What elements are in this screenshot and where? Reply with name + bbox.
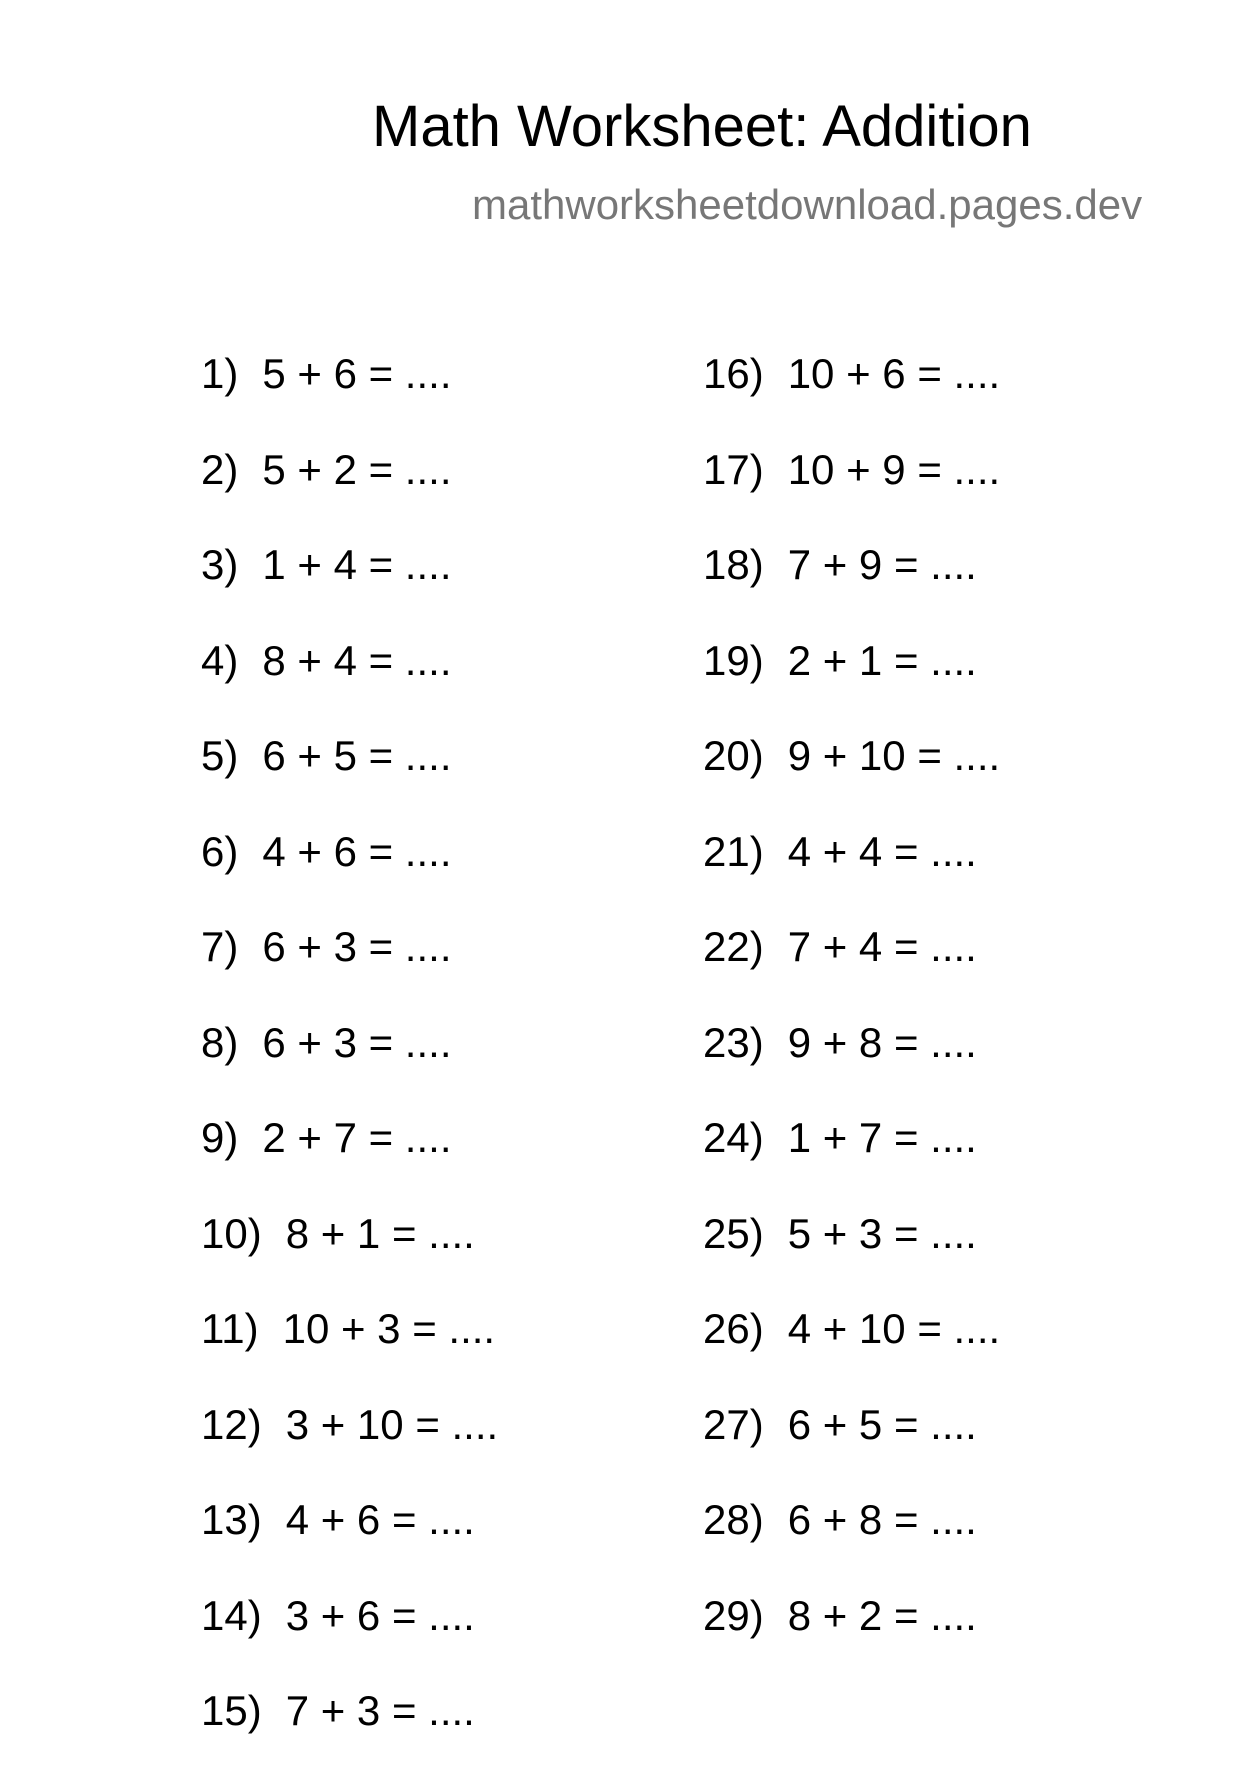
problem-expression: 9 + 8 = .... [787,1018,977,1066]
problem-number: 13) [201,1496,262,1543]
problem-number: 12) [201,1400,262,1448]
problem-item [201,732,498,831]
problem-item [703,1114,1000,1213]
problem-number: 26) [703,1305,764,1352]
problem-item [201,636,498,736]
problem-expression: 10 + 9 = .... [787,445,1001,493]
problem-item [201,350,498,449]
problem-expression: 8 + 4 = .... [262,636,452,684]
problem-number: 17) [703,445,764,493]
problem-number: 28) [703,1496,764,1543]
problem-item [201,541,498,640]
problem-expression: 5 + 6 = .... [262,350,452,397]
problem-expression: 6 + 3 = .... [262,923,452,970]
problem-item [703,350,1001,449]
problem-item [201,1114,498,1213]
problem-number: 29) [703,1591,764,1639]
problem-item [703,1496,1000,1595]
problem-expression: 3 + 6 = .... [285,1591,475,1639]
problem-item [201,827,498,927]
problem-item [201,923,498,1022]
problem-expression: 2 + 7 = .... [262,1114,452,1161]
problem-item [201,1209,498,1309]
problem-item [703,1591,1000,1691]
problem-item [703,541,1000,640]
problem-expression: 4 + 4 = .... [787,827,977,875]
problem-number: 27) [703,1400,764,1448]
problem-number: 10) [201,1209,262,1257]
problem-number: 8) [201,1018,239,1066]
problem-number: 21) [703,827,764,875]
problem-expression: 8 + 1 = .... [285,1209,475,1257]
problem-expression: 2 + 1 = .... [787,636,977,684]
problem-number: 4) [201,636,239,684]
source-url: mathworksheetdownload.pages.dev [472,181,1143,228]
problem-expression: 5 + 3 = .... [787,1209,977,1257]
problem-expression: 10 + 3 = .... [282,1305,496,1352]
problem-expression: 10 + 6 = .... [787,350,1001,397]
problem-item [703,1305,1001,1404]
problem-item [201,1305,498,1404]
problem-number: 19) [703,636,764,684]
problem-expression: 6 + 8 = .... [787,1496,977,1543]
problem-number: 7) [201,923,239,970]
problem-expression: 8 + 2 = .... [787,1591,977,1639]
problem-number: 2) [201,445,239,493]
problem-item [201,1591,498,1691]
problem-expression: 6 + 5 = .... [262,732,452,779]
problem-expression: 1 + 7 = .... [787,1114,977,1161]
problem-item [703,1400,1000,1500]
problem-number: 16) [703,350,764,397]
problem-expression: 6 + 5 = .... [787,1400,977,1448]
problem-expression: 9 + 10 = .... [787,732,1001,779]
problem-item [201,1018,498,1118]
problem-number: 3) [201,541,239,588]
problem-column-right [703,350,1001,1690]
problem-item [703,1209,1000,1309]
problem-number: 9) [201,1114,239,1161]
problem-number: 14) [201,1591,262,1639]
problem-column-left [201,350,499,1786]
problem-number: 22) [703,923,764,970]
problem-item [703,636,1000,736]
problem-item [703,827,1000,927]
page-title: Math Worksheet: Addition [372,94,1032,159]
problem-expression: 1 + 4 = .... [262,541,452,588]
problem-number: 15) [201,1687,262,1734]
problem-item [201,1687,498,1786]
problem-expression: 4 + 10 = .... [787,1305,1001,1352]
problem-number: 5) [201,732,239,779]
problem-number: 1) [201,350,239,397]
problem-item [703,1018,1000,1118]
problem-number: 6) [201,827,239,875]
problem-expression: 7 + 4 = .... [787,923,977,970]
problem-number: 18) [703,541,764,588]
problem-expression: 6 + 3 = .... [262,1018,452,1066]
problem-item [201,445,498,545]
problem-item [703,923,1000,1022]
problem-expression: 7 + 9 = .... [787,541,977,588]
problem-number: 25) [703,1209,764,1257]
problem-expression: 3 + 10 = .... [285,1400,499,1448]
problem-number: 24) [703,1114,764,1161]
problem-expression: 4 + 6 = .... [262,827,452,875]
problem-expression: 5 + 2 = .... [262,445,452,493]
problem-item [201,1496,498,1595]
problem-number: 11) [201,1305,259,1352]
problem-item [703,445,1001,545]
problem-item [703,732,1001,831]
problem-expression: 4 + 6 = .... [285,1496,475,1543]
problem-number: 20) [703,732,764,779]
problem-expression: 7 + 3 = .... [285,1687,475,1734]
problem-number: 23) [703,1018,764,1066]
problem-item [201,1400,499,1500]
